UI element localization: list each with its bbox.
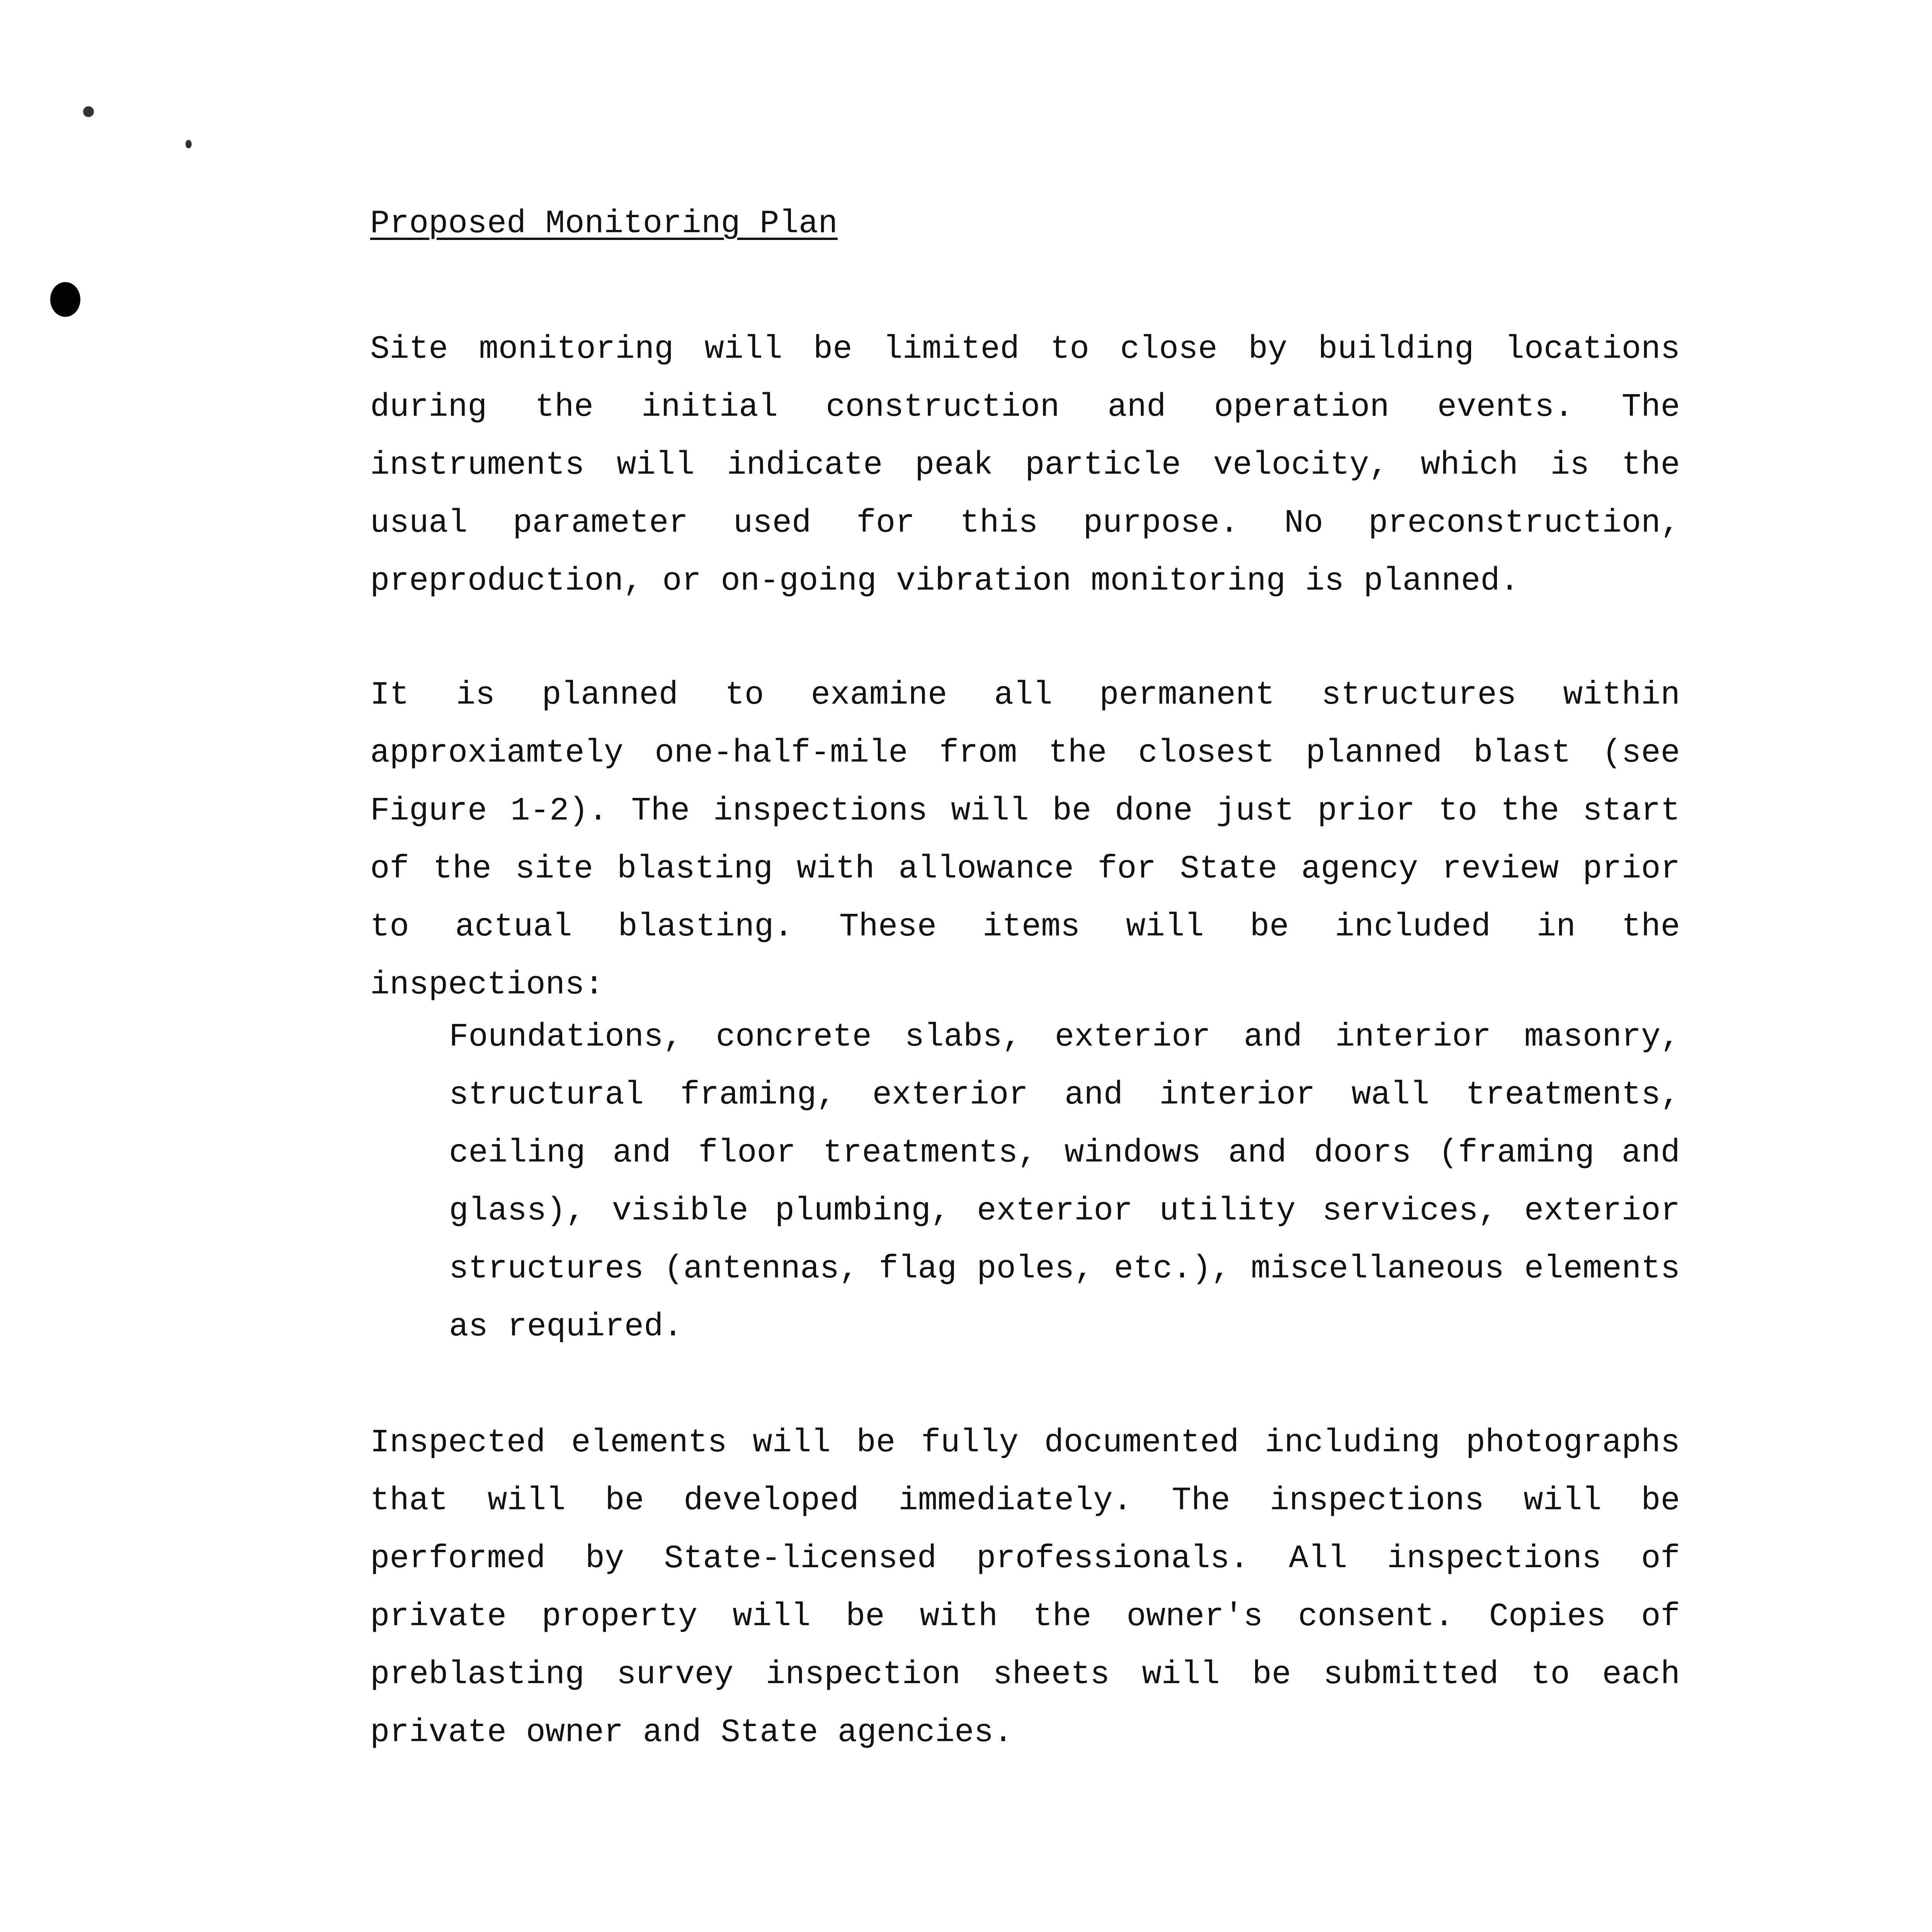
paragraph-documentation: Inspected elements will be fully documented including photographs that will be developed immediately. The inspections will be performed by State-licensed professionals. All inspections of private property will be with the owner's consent. Copies of preblasting survey inspection sheets will be submitted to each private owner and State agencies. — [370, 1425, 1680, 1751]
punch-hole-mark — [50, 282, 80, 317]
paragraph-structure-examination: It is planned to examine all permanent structures within approxiamtely one-half-mile from the closest planned blast (see Figure 1-2). The inspections will be done just prior to the start of the site blasting with allowance for State agency review prior to actual blasting. These items will be included in the inspections: — [370, 677, 1680, 1003]
section-heading: Proposed Monitoring Plan — [370, 206, 838, 242]
scan-speck — [185, 140, 192, 148]
paragraph-inspection-items: Foundations, concrete slabs, exterior and interior masonry, structural framing, exterior and interior wall treatments, ceiling and floor treatments, windows and doors (framing and glass), visible plumbing, exterior utility services, exterior structures (antennas, flag poles, etc.), miscellaneous elements as required. — [449, 1019, 1680, 1345]
paragraph-site-monitoring: Site monitoring will be limited to close by building locations during the initial construction and operation events. The instruments will indicate peak particle velocity, which is the usual parameter used for this purpose. No preconstruction, preproduction, or on-going vibration monitoring is planned. — [370, 331, 1680, 600]
scan-speck — [83, 106, 94, 117]
